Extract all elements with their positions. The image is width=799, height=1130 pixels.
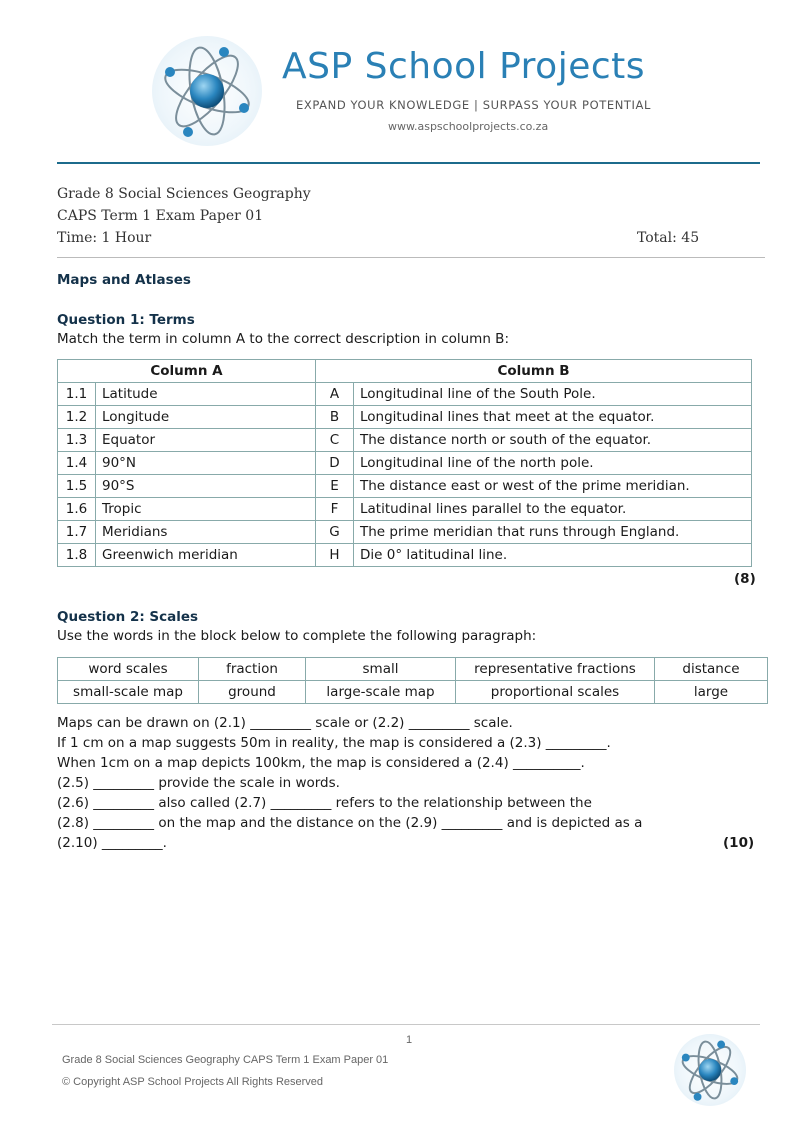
- word-bank-row: [58, 681, 768, 704]
- paper-title: CAPS Term 1 Exam Paper 01: [57, 208, 264, 224]
- word-bank-cell: distance: [655, 658, 768, 681]
- question1-marks: (8): [734, 571, 756, 587]
- paragraph-line: If 1 cm on a map suggests 50m in reality, the map is considered a (2.3) _________.: [57, 735, 611, 751]
- atom-logo-icon: [152, 36, 262, 146]
- row-number: 1.8: [58, 544, 96, 567]
- row-description: Die 0° latitudinal line.: [354, 544, 752, 567]
- paragraph-line: When 1cm on a map depicts 100km, the map is considered a (2.4) __________.: [57, 755, 585, 771]
- table-row: [58, 498, 752, 521]
- question1-instruction: Match the term in column A to the correct description in column B:: [57, 331, 509, 347]
- row-term: Latitude: [96, 383, 316, 406]
- row-description: Longitudinal lines that meet at the equator.: [354, 406, 752, 429]
- row-letter: B: [316, 406, 354, 429]
- row-number: 1.7: [58, 521, 96, 544]
- question2-title: Question 2: Scales: [57, 609, 199, 625]
- paper-subject: Grade 8 Social Sciences Geography: [57, 186, 311, 202]
- word-bank-cell: small-scale map: [58, 681, 199, 704]
- row-term: 90°N: [96, 452, 316, 475]
- row-letter: A: [316, 383, 354, 406]
- word-bank-row: [58, 658, 768, 681]
- word-bank-table: [57, 657, 768, 704]
- paragraph-line: (2.8) _________ on the map and the distance on the (2.9) _________ and is depicted as a: [57, 815, 643, 831]
- table-row: [58, 429, 752, 452]
- word-bank-cell: word scales: [58, 658, 199, 681]
- row-letter: D: [316, 452, 354, 475]
- row-number: 1.1: [58, 383, 96, 406]
- paragraph-line: (2.5) _________ provide the scale in words.: [57, 775, 340, 791]
- word-bank-cell: representative fractions: [456, 658, 655, 681]
- footer-paper-title: Grade 8 Social Sciences Geography CAPS Term 1 Exam Paper 01: [62, 1054, 389, 1066]
- row-number: 1.6: [58, 498, 96, 521]
- row-letter: C: [316, 429, 354, 452]
- atom-logo-small-icon: [674, 1034, 746, 1106]
- table-row: [58, 544, 752, 567]
- table-row: [58, 383, 752, 406]
- question2-instruction: Use the words in the block below to complete the following paragraph:: [57, 628, 537, 644]
- question1-table: [57, 359, 752, 567]
- paragraph-line: Maps can be drawn on (2.1) _________ scale or (2.2) _________ scale.: [57, 715, 513, 731]
- row-number: 1.5: [58, 475, 96, 498]
- row-letter: G: [316, 521, 354, 544]
- question1-title: Question 1: Terms: [57, 312, 195, 328]
- paragraph-line: (2.10) _________.: [57, 835, 167, 851]
- row-description: Latitudinal lines parallel to the equator.: [354, 498, 752, 521]
- brand-tagline: EXPAND YOUR KNOWLEDGE | SURPASS YOUR POTENTIAL: [296, 98, 652, 112]
- table-header-row: [58, 360, 752, 383]
- table-row: [58, 521, 752, 544]
- row-number: 1.4: [58, 452, 96, 475]
- column-a-header: Column A: [58, 360, 316, 383]
- page-number: 1: [406, 1034, 413, 1046]
- question2-marks: (10): [723, 835, 755, 851]
- word-bank-cell: large: [655, 681, 768, 704]
- row-term: Meridians: [96, 521, 316, 544]
- section-title: Maps and Atlases: [57, 272, 191, 288]
- paper-total: Total: 45: [637, 230, 700, 246]
- row-description: The distance east or west of the prime meridian.: [354, 475, 752, 498]
- paper-time: Time: 1 Hour: [57, 230, 152, 246]
- word-bank-cell: proportional scales: [456, 681, 655, 704]
- table-row: [58, 452, 752, 475]
- word-bank-cell: large-scale map: [306, 681, 456, 704]
- word-bank-cell: small: [306, 658, 456, 681]
- paragraph-line: (2.6) _________ also called (2.7) _________ refers to the relationship between the: [57, 795, 592, 811]
- row-number: 1.2: [58, 406, 96, 429]
- column-b-header: Column B: [316, 360, 752, 383]
- row-term: Greenwich meridian: [96, 544, 316, 567]
- row-term: Equator: [96, 429, 316, 452]
- brand-name: ASP School Projects: [282, 46, 646, 87]
- row-description: The prime meridian that runs through England.: [354, 521, 752, 544]
- footer-divider: [52, 1024, 760, 1025]
- row-term: Longitude: [96, 406, 316, 429]
- row-term: Tropic: [96, 498, 316, 521]
- header-divider: [57, 162, 760, 164]
- info-divider: [57, 257, 765, 258]
- row-letter: F: [316, 498, 354, 521]
- footer-copyright: © Copyright ASP School Projects All Rights Reserved: [62, 1076, 324, 1088]
- row-number: 1.3: [58, 429, 96, 452]
- row-description: Longitudinal line of the South Pole.: [354, 383, 752, 406]
- table-row: [58, 475, 752, 498]
- row-term: 90°S: [96, 475, 316, 498]
- word-bank-cell: ground: [199, 681, 306, 704]
- row-description: Longitudinal line of the north pole.: [354, 452, 752, 475]
- row-letter: E: [316, 475, 354, 498]
- brand-url: www.aspschoolprojects.co.za: [388, 120, 549, 133]
- table-row: [58, 406, 752, 429]
- word-bank-cell: fraction: [199, 658, 306, 681]
- row-description: The distance north or south of the equator.: [354, 429, 752, 452]
- row-letter: H: [316, 544, 354, 567]
